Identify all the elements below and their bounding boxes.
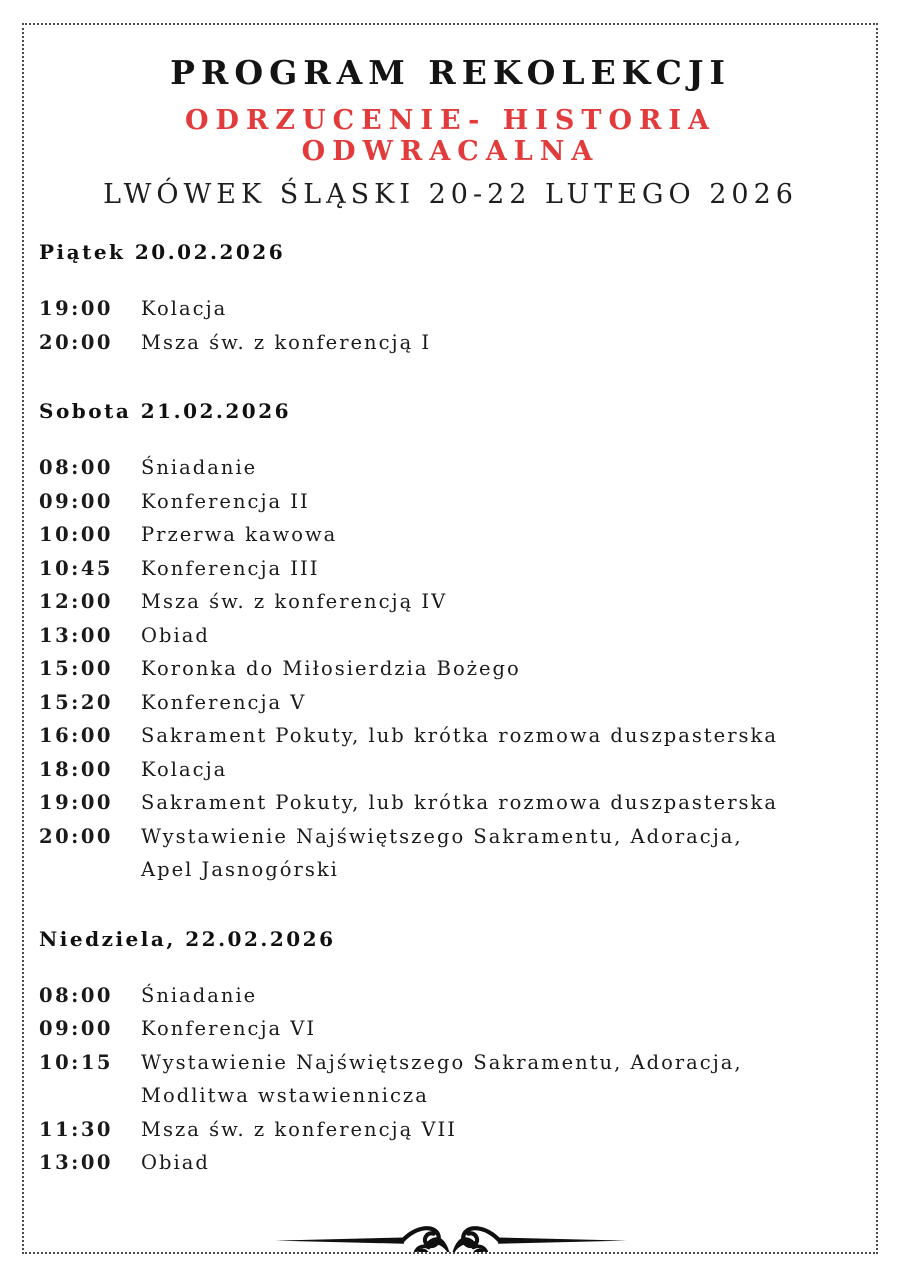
page-title: PROGRAM REKOLEKCJI xyxy=(170,53,731,92)
item-activity xyxy=(141,1113,862,1147)
item-activity xyxy=(141,451,862,485)
item-activity xyxy=(141,552,862,586)
item-activity-line1: Obiad xyxy=(141,1151,210,1174)
item-activity-line1: Obiad xyxy=(141,623,210,647)
item-activity xyxy=(141,979,862,1013)
schedule-row xyxy=(39,326,862,360)
item-activity xyxy=(141,1012,862,1046)
section-heading: Niedziela, 22.02.2026 xyxy=(39,926,336,951)
item-time: 11:30 xyxy=(39,1117,113,1141)
schedule-section xyxy=(39,240,862,359)
item-time: 13:00 xyxy=(39,623,113,647)
item-activity-line1: Konferencja II xyxy=(141,489,310,513)
schedule-row xyxy=(39,979,862,1013)
item-activity-line1: Konferencja VI xyxy=(141,1017,317,1040)
schedule-row xyxy=(39,1012,862,1046)
item-time: 09:00 xyxy=(39,489,113,513)
section-items xyxy=(39,451,862,887)
schedule-row xyxy=(39,753,862,787)
item-activity-line1: Sakrament Pokuty, lub krótka rozmowa duszpasterska xyxy=(141,791,778,814)
schedule-row xyxy=(39,820,862,887)
footer-divider xyxy=(39,1206,862,1255)
item-time: 20:00 xyxy=(39,824,113,848)
item-activity-line1: Przerwa kawowa xyxy=(141,523,338,546)
item-activity xyxy=(141,518,862,552)
item-activity xyxy=(141,686,862,720)
item-activity-line1: Wystawienie Najświętszego Sakramentu, Adoracja, xyxy=(141,1050,743,1074)
item-time: 13:00 xyxy=(39,1151,113,1174)
section-heading: Piątek 20.02.2026 xyxy=(39,240,286,264)
item-time: 10:00 xyxy=(39,523,113,546)
item-activity-line1: Śniadanie xyxy=(141,983,258,1007)
item-activity xyxy=(141,1146,862,1180)
item-time: 18:00 xyxy=(39,757,113,781)
item-activity-line1: Sakrament Pokuty, lub krótka rozmowa duszpasterska xyxy=(141,724,778,747)
schedule-row xyxy=(39,485,862,519)
item-activity xyxy=(141,753,862,787)
item-time: 08:00 xyxy=(39,456,113,479)
item-activity-line1: Kolacja xyxy=(141,757,228,781)
item-time: 15:20 xyxy=(39,690,113,714)
item-activity xyxy=(141,786,862,820)
schedule-row xyxy=(39,1113,862,1147)
item-activity xyxy=(141,585,862,619)
item-activity-line1: Msza św. z konferencją I xyxy=(141,330,432,354)
item-activity xyxy=(141,1046,862,1113)
schedule-row xyxy=(39,292,862,326)
section-heading: Sobota 21.02.2026 xyxy=(39,399,292,423)
schedule-row xyxy=(39,552,862,586)
item-time: 16:00 xyxy=(39,724,113,747)
schedule-row xyxy=(39,719,862,753)
item-time: 20:00 xyxy=(39,330,113,354)
item-time: 12:00 xyxy=(39,590,113,613)
schedule-row xyxy=(39,585,862,619)
item-activity-line2: Modlitwa wstawiennicza xyxy=(141,1084,429,1107)
page-subtitle: ODRZUCENIE- HISTORIA ODWRACALNA xyxy=(185,105,716,167)
item-time: 09:00 xyxy=(39,1017,113,1040)
location-date-line: LWÓWEK ŚLĄSKI 20-22 LUTEGO 2026 xyxy=(103,179,798,210)
flourish-divider-icon xyxy=(216,1206,686,1255)
item-activity-line1: Śniadanie xyxy=(141,456,258,479)
schedule xyxy=(39,240,862,1180)
item-activity xyxy=(141,820,862,887)
section-items xyxy=(39,979,862,1180)
item-activity-line1: Koronka do Miłosierdzia Bożego xyxy=(141,657,521,680)
item-time: 19:00 xyxy=(39,297,113,320)
schedule-section xyxy=(39,399,862,887)
schedule-row xyxy=(39,1046,862,1113)
schedule-section xyxy=(39,927,862,1180)
item-activity-line2: Apel Jasnogórski xyxy=(141,858,339,881)
section-items xyxy=(39,292,862,359)
item-time: 19:00 xyxy=(39,791,113,814)
item-activity-line1: Kolacja xyxy=(141,297,228,320)
schedule-row xyxy=(39,686,862,720)
item-activity xyxy=(141,619,862,653)
document-page xyxy=(22,23,878,1254)
item-activity xyxy=(141,326,862,360)
item-time: 10:15 xyxy=(39,1050,113,1074)
item-activity-line1: Konferencja III xyxy=(141,556,320,580)
item-activity xyxy=(141,652,862,686)
schedule-row xyxy=(39,786,862,820)
item-time: 10:45 xyxy=(39,556,113,580)
item-activity-line1: Msza św. z konferencją VII xyxy=(141,1117,457,1141)
schedule-row xyxy=(39,1146,862,1180)
item-time: 15:00 xyxy=(39,657,113,680)
document-header xyxy=(39,53,862,210)
item-activity-line1: Wystawienie Najświętszego Sakramentu, Adoracja, xyxy=(141,824,743,848)
item-activity xyxy=(141,485,862,519)
item-activity xyxy=(141,292,862,326)
item-time: 08:00 xyxy=(39,983,113,1007)
schedule-row xyxy=(39,451,862,485)
item-activity xyxy=(141,719,862,753)
item-activity-line1: Msza św. z konferencją IV xyxy=(141,590,448,613)
schedule-row xyxy=(39,619,862,653)
item-activity-line1: Konferencja V xyxy=(141,690,307,714)
schedule-row xyxy=(39,518,862,552)
schedule-row xyxy=(39,652,862,686)
